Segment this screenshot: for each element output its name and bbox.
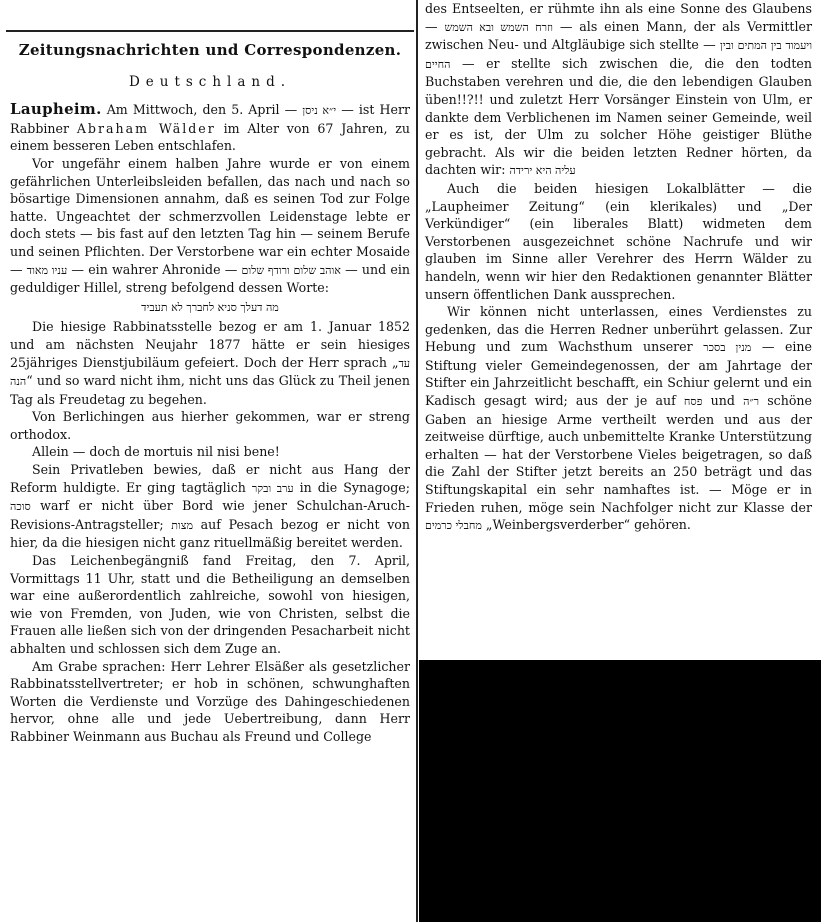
place-name: Laupheim.: [10, 100, 102, 119]
paragraph-10: Auch die beiden hiesigen Lokalblätter — die „Laupheimer Zeitung“ (ein klerikales) und „Der Verkündiger“ (ein liberales Blatt) widmeten dem Verstorbenen ausgezeichnet schöne Nachrufe und wir glauben im Sinne aller Verehrer des Herrn Wälder zu handeln, wenn wir hier den Redaktionen genannter Blätter unsern öffentlichen Dank aussprechen.: [425, 180, 812, 302]
paragraph-9: des Entseelten, er rühmte ihn als eine Sonne des Glaubens — וזרח השמש ובא השמש — als einen Mann, der als Vermittler zwischen Neu- und Altgläubige sich stellte — ויעמוד בין המתים ובין החיים — er stellte sich zwischen die, die den todten Buchstaben verehren und die, die den lebendigen Glauben üben!!?!! und zuletzt Herr Vorsänger Einstein von Ulm, er dankte dem Verblichenen im Namen seiner Gemeinde, weil er es ist, der Ulm zu solcher Höhe geistiger Blüthe gebracht. Als wir die beiden letzten Redner hörten, da dachten wir: עליה היא ירידה: [425, 1, 813, 178]
paragraph-6: Sein Privatleben bewies, daß er nicht aus Hang der Reform huldigte. Er ging tagtäglich ערב ובקר in die Synagoge; סוכה warf er nicht über Bord wie jener Schulchan-Aruch-Revisions-Antragsteller; מצות auf Pesach bezog er nicht von hier, da die hiesigen nicht ganz rituellmäßig bereitet werden.: [10, 462, 411, 551]
section-title: Zeitungsnachrichten und Correspondenzen.: [18, 41, 402, 59]
hebrew-quote: מה דעלך סניא לחברך לא תעביד: [141, 300, 279, 314]
paragraph-7: Das Leichenbegängniß fand Freitag, den 7. April, Vormittags 11 Uhr, statt und die Betheiligung an demselben war eine außerordentlich zahlreiche, sowohl von hiesigen, wie von Fremden, von Juden, wie von Christen, selbst die Frauen alle ließen sich von der dringenden Pesacharbeit nicht abhalten und schlossen sich dem Zuge an.: [10, 553, 410, 656]
paragraph-11: Wir können nicht unterlassen, eines Verdienstes zu gedenken, das die Herren Redner unberührt gelassen. Zur Hebung und zum Wachsthum unserer מנין בסכר — eine Stiftung vieler Gemeindegenossen, der am Jahrtage der Stifter ein Jahrzeitlicht beschafft, ein Schiur gelernt und ein Kadisch gesagt wird; aus der je auf פסח und ר״ה schöne Gaben an hiesige Arme vertheilt werden und aus der zeitweise dürftige, auch unbemittelte Kranke Unterstützung erhalten — hat der Verstorbene Vieles beigetragen, so daß die Zahl der Stifter jetzt bereits an 250 beträgt und das Stiftungskapital ein sehr namhaftes ist. — Möge er in Frieden ruhen, möge sein Nachfolger nicht zur Klasse der מחבלי כרמים „Weinbergsverderber“ gehören.: [425, 304, 813, 533]
column-divider: [416, 0, 418, 922]
paragraph-2: Vor ungefähr einem halben Jahre wurde er von einem gefährlichen Unterleibsleiden befallen, das nach und nach so bösartige Dimensionen annahm, daß es seinen Tod zur Folge hatte. Ungeachtet der schmerzvollen Leidenstage lebte er doch stets — bis fast auf den letzten Tag hin — seinem Berufe und seinen Pflichten. Der Verstorbene war ein echter Mosaide — עניו מאוד — ein wahrer Ahronide — אוהב שלום ורודף שלום — und ein geduldiger Hillel, streng befolgend dessen Worte:: [10, 155, 410, 296]
paragraph-3: Die hiesige Rabbinatsstelle bezog er am 1. Januar 1852 und am nächsten Neujahr 1877 hätte er sein hiesiges 25jähriges Dienstjubiläum gefeiert. Doch der Herr sprach „עד הנה“ und so ward nicht ihm, nicht uns das Glück zu Theil jenen Tag als Freudetag zu begehen.: [10, 319, 410, 407]
hebrew-date: י״א ניסן: [302, 104, 337, 118]
rabbi-name: Abraham Wälder: [76, 120, 216, 136]
blank-black-area: [419, 660, 821, 922]
paragraph-8: Am Grabe sprachen: Herr Lehrer Elsäßer als gesetzlicher Rabbinatsstellvertreter; er hob in schönen, schwunghaften Worten die Verdienste und Vorzüge des Dahingeschiedenen hervor, ohne alle und jede Uebertreibung, dann Herr Rabbiner Weinmann aus Buchau als Freund und College: [10, 658, 410, 744]
paragraph-4: Von Berlichingen aus hierher gekommen, war er streng orthodox.: [10, 409, 410, 442]
country-heading: Deutschland.: [128, 73, 292, 90]
left-column: [10, 0, 410, 922]
paragraph-1: Laupheim. Am Mittwoch, den 5. April — י״א ניסן — ist Herr Rabbiner Abraham Wälder im Alter von 67 Jahren, zu einem besseren Leben entschlafen.: [10, 100, 411, 154]
paragraph-5: Allein — doch de mortuis nil nisi bene!: [32, 444, 280, 460]
